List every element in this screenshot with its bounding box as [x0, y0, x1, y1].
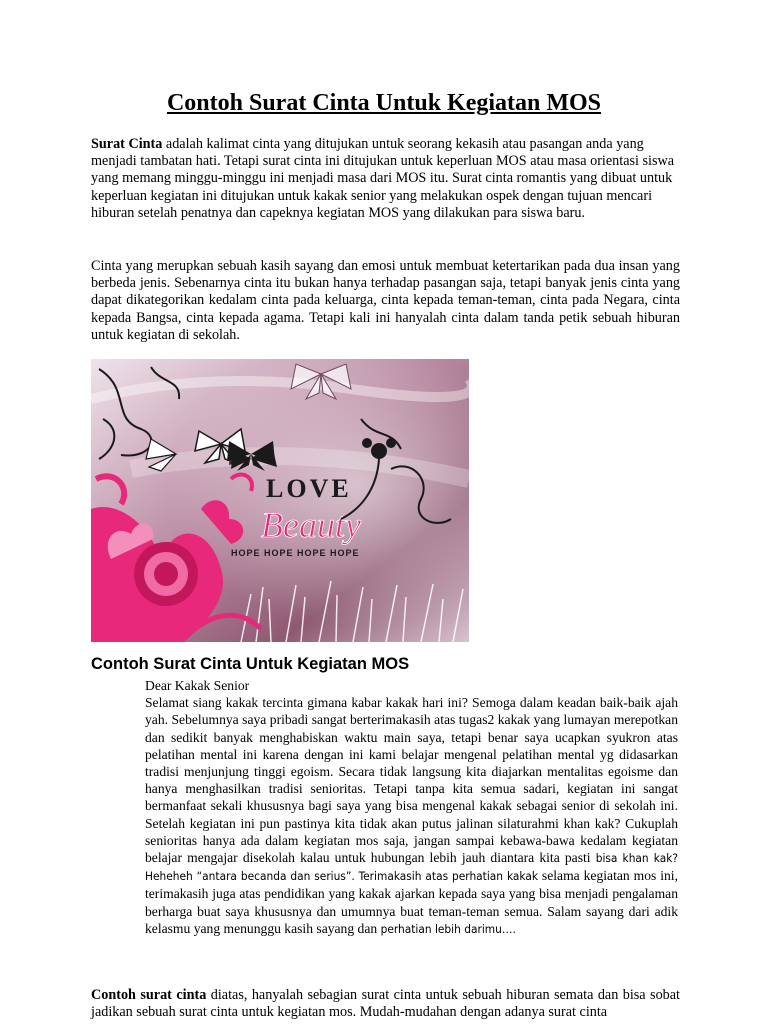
- love-beauty-illustration: [91, 359, 469, 642]
- intro-paragraph: [91, 136, 680, 222]
- letter-heading: Contoh Surat Cinta Untuk Kegiatan MOS: [91, 655, 410, 673]
- closing-bold-term: Contoh surat cinta: [91, 987, 207, 1003]
- intro-bold-term: Surat Cinta: [91, 136, 163, 152]
- document-title: Contoh Surat Cinta Untuk Kegiatan MOS: [166, 90, 602, 116]
- letter-body: [145, 677, 678, 938]
- illustration-svg: [91, 359, 469, 642]
- letter-closing: perhatian lebih darimu….: [380, 921, 516, 936]
- second-paragraph: Cinta yang merupkan sebuah kasih sayang dan emosi untuk membuat ketertarikan pada dua insan yang berbeda jenis. Sebenarnya cinta itu bukan hanya terhadap pasangan saja, tetapi banyak jenis cinta yang dapat dikategorikan kedalam cinta pada keluarga, cinta kepada teman-teman, cinta pada Negara, cinta kepada Bangsa, cinta kepada agama. Tetapi kali ini hanyalah cinta dalam tanda petik sebuah hiburan untuk kegiatan di sekolah.: [91, 258, 680, 343]
- closing-text: diatas, hanyalah sebagian surat cinta untuk sebuah hiburan semata dan bisa sobat jadikan sebuah surat cinta untuk kegiatan mos. Mudah-mudahan dengan adanya surat cinta: [91, 987, 680, 1021]
- letter-text-b: bisa khan kak? Heheheh “antara becanda dan serius”. Terimakasih atas perhatian kakak: [145, 851, 678, 884]
- beauty-word: Beauty: [261, 505, 361, 545]
- letter-text-c: selama kegiatan mos ini, terimakasih juga atas pendidikan yang kakak ajarkan kepada saya yang bisa menjadi pengalaman berharga buat saya khususnya dan umumnya buat teman-teman semua. Salam sayang dari adik kelasmu yang menunggu kasih sayang dan: [145, 868, 678, 936]
- letter-greeting: Dear Kakak Senior: [145, 678, 250, 693]
- love-word: LOVE: [266, 474, 352, 503]
- hope-words: HOPE HOPE HOPE HOPE: [231, 548, 360, 558]
- intro-text: adalah kalimat cinta yang ditujukan untuk seorang kekasih atau pasangan anda yang menjadi tambatan hati. Tetapi surat cinta ini ditujukan untuk keperluan MOS atau masa orientasi siswa yang memang minggu-minggu ini menjadi masa dari MOS itu. Surat cinta romantis yang dibuat untuk keperluan kegiatan ini ditujukan untuk kakak senior yang melakukan ospek dengan tujuan mencari hiburan setelah penatnya dan capeknya kegiatan MOS yang dilakukan para siswa baru.: [91, 136, 675, 221]
- letter-text-a: Selamat siang kakak tercinta gimana kabar kakak hari ini? Semoga dalam keadan baik-baik ajah yah. Sebelumnya saya pribadi sangat berterimakasih atas tugas2 kakak yang lumayan merepotkan dan sedikit banyak menghabiskan waktu main saya, tetapi benar saya ucapkan syukron atas pelatihan mental ini karena dengan ini kami belajar mengenal pelatihan mental yg didasarkan tradisi menjunjung tinggi egoism. Secara tidak langsung kita diajarkan mentalitas egoisme dan hanya menghasilkan tradisi senioritas. Tetapi tanpa kita semua sadari, kegiatan ini sangat bermanfaat sekali khususnya bagi saya yang bisa mengenal kakak sebagai senior di sekolah ini. Setelah kegiatan ini pun pastinya kita tidak akan putus jalinan silaturahmi khan kak? Cukuplah senioritas hanya ada dalam kegiatan mos saja, jangan sampai kebawa-bawa kedalam kegiatan belajar mengajar disekolah kalau untuk hubungan lebih jauh diantara kita pasti: [145, 695, 678, 866]
- closing-paragraph: [91, 987, 680, 1021]
